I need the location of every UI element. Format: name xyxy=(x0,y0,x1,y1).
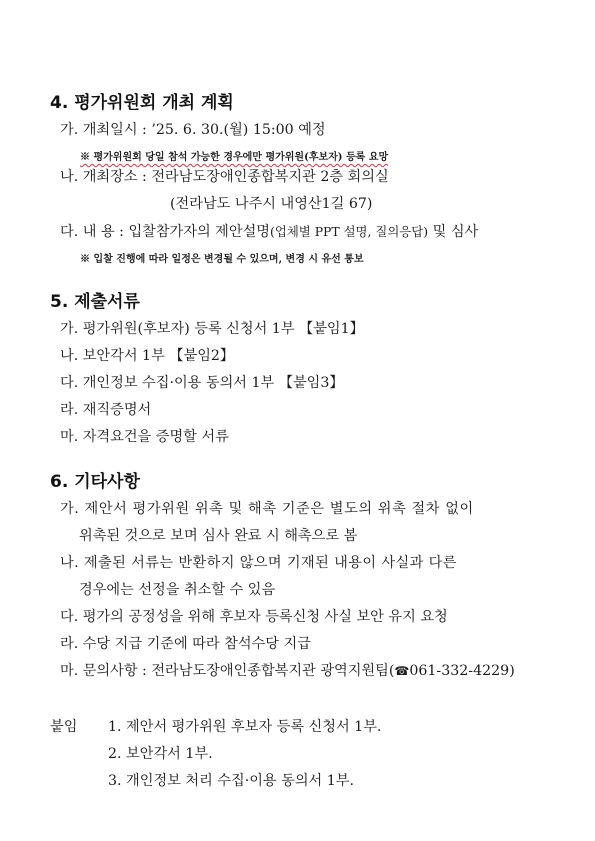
note-item-na-line1: 나. 제출된 서류는 반환하지 않으며 기재된 내용이 사실과 다른 xyxy=(60,555,457,571)
note-item-ga-line1: 가. 제안서 평가위원 위촉 및 해촉 기준은 별도의 위촉 절차 없이 xyxy=(60,501,474,517)
note-item-ra: 라. 수당 지급 기준에 따라 참석수당 지급 xyxy=(60,636,311,652)
document-item: 다. 개인정보 수집·이용 동의서 1부 【붙임3】 xyxy=(60,375,344,391)
document-item: 라. 재직증명서 xyxy=(60,402,152,418)
meeting-content xyxy=(60,221,478,241)
meeting-venue: 나. 개최장소 : 전라남도장애인종합복지관 2층 회의실 xyxy=(60,169,389,185)
content-note: ※ 입찰 진행에 따라 일정은 변경될 수 있으며, 변경 시 유선 통보 xyxy=(80,254,364,265)
section-5-title: 5. 제출서류 xyxy=(50,292,140,312)
meeting-date: 가. 개최일시 : ’25. 6. 30.(월) 15:00 예정 xyxy=(60,122,326,138)
section-4-title: 4. 평가위원회 개최 계획 xyxy=(50,93,234,113)
document-item: 나. 보안각서 1부 【붙임2】 xyxy=(60,348,235,364)
content-detail: (업체별 PPT 설명, 질의응답) xyxy=(270,224,429,239)
section-6-title: 6. 기타사항 xyxy=(50,472,140,492)
attachment-item: 2. 보안각서 1부. xyxy=(108,746,213,762)
contact-phone: 061-332-4229) xyxy=(409,663,515,679)
date-note: ※ 평가위원회 당일 참석 가능한 경우에만 평가위원(후보자) 등록 요망 xyxy=(80,152,389,163)
venue-address: (전라남도 나주시 내영산1길 67) xyxy=(170,196,373,212)
note-item-ma xyxy=(60,660,515,680)
document-item: 마. 자격요건을 증명할 서류 xyxy=(60,429,229,445)
content-suffix: 및 심사 xyxy=(428,224,479,240)
attachment-item: 3. 개인정보 처리 수집·이용 동의서 1부. xyxy=(108,773,355,789)
content-prefix: 다. 내 용 : 입찰참가자의 제안설명 xyxy=(60,224,271,240)
attachment-item: 1. 제안서 평가위원 후보자 등록 신청서 1부. xyxy=(108,719,382,735)
note-item-na-line2: 경우에는 선정을 취소할 수 있음 xyxy=(79,582,276,598)
attachments-label: 붙임 xyxy=(50,719,78,735)
note-item-ga-line2: 위촉된 것으로 보며 심사 완료 시 해촉으로 봄 xyxy=(79,528,358,544)
contact-label: 마. 문의사항 : 전라남도장애인종합복지관 광역지원팀( xyxy=(60,663,395,679)
note-item-da: 다. 평가의 공정성을 위해 후보자 등록신청 사실 보안 유지 요청 xyxy=(60,609,448,625)
telephone-icon: ☎ xyxy=(394,664,410,678)
document-item: 가. 평가위원(후보자) 등록 신청서 1부 【붙임1】 xyxy=(60,321,364,337)
